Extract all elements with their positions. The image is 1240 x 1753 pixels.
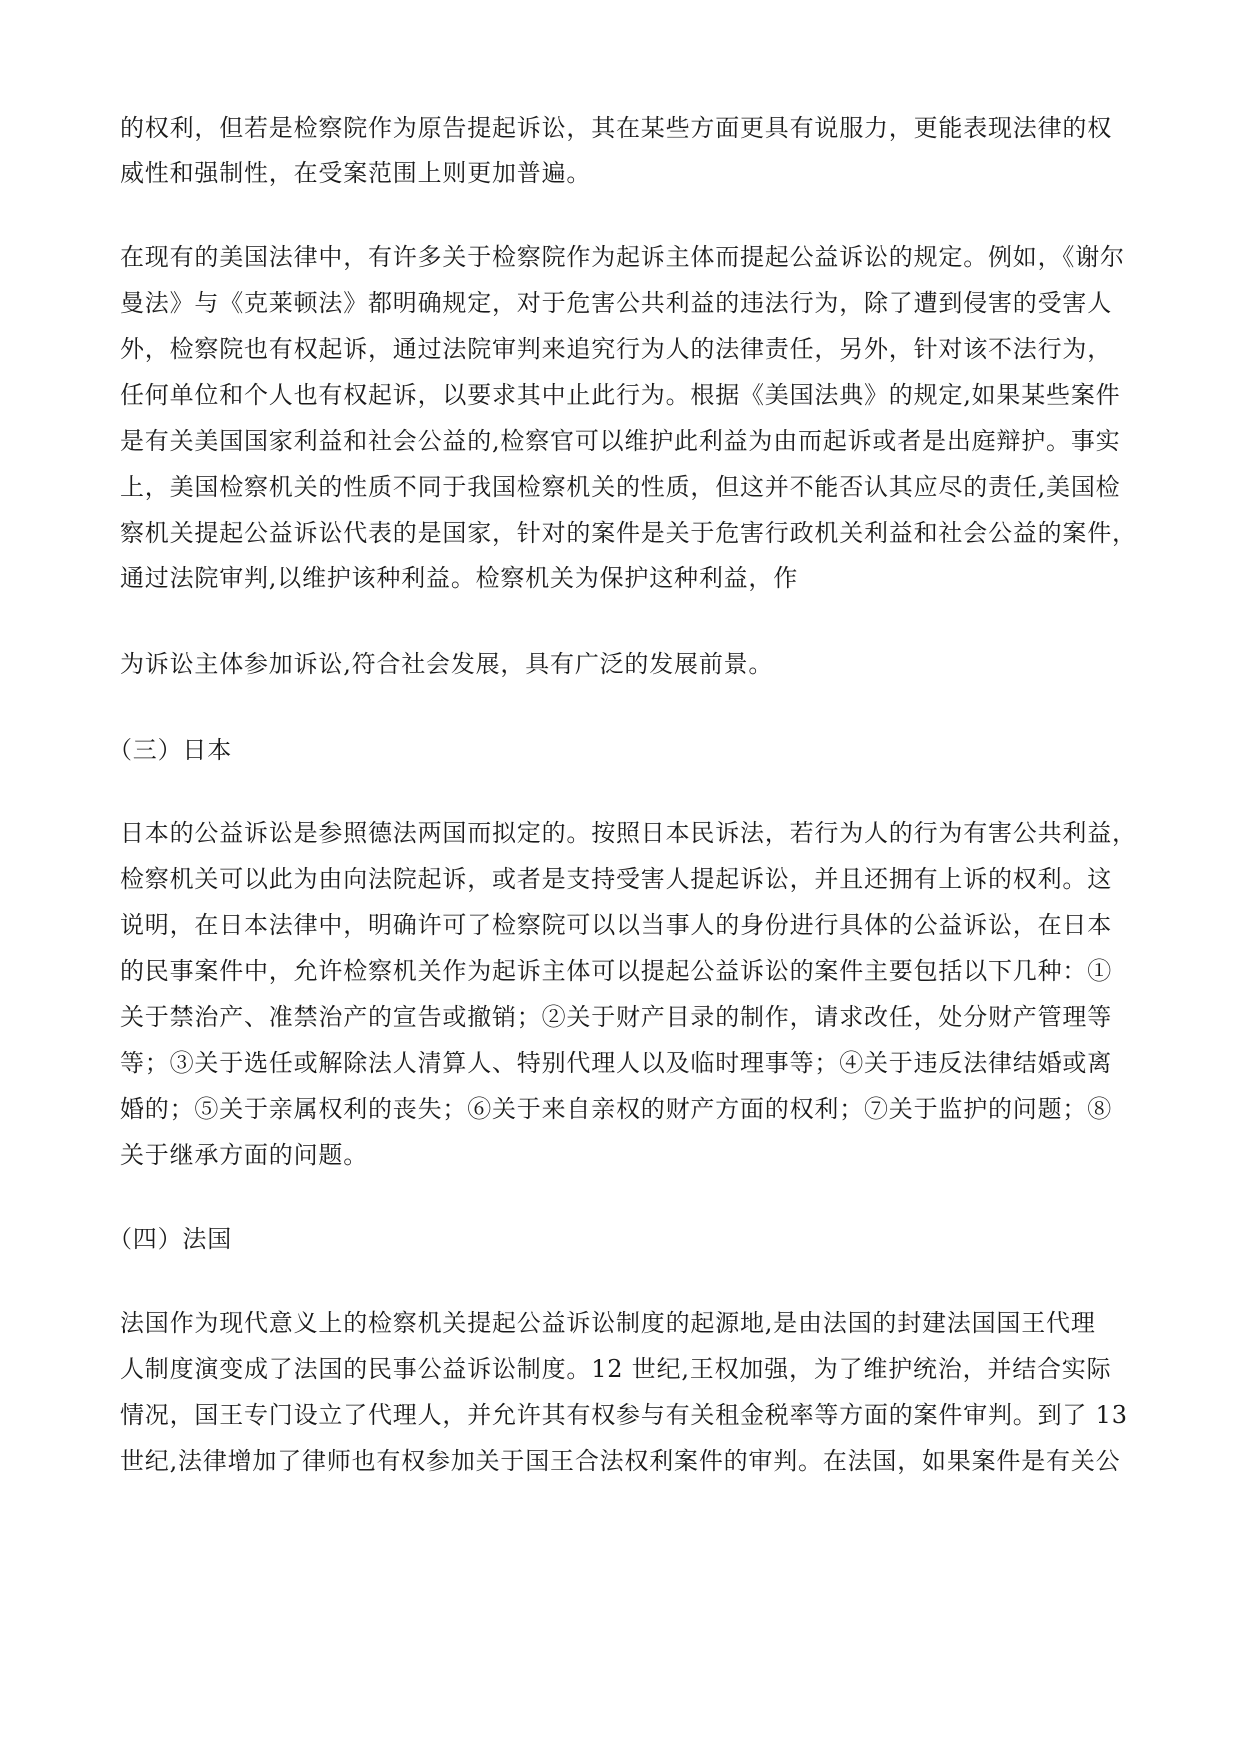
paragraph-2-line-6: 上，美国检察机关的性质不同于我国检察机关的性质，但这并不能否认其应尽的责任,美国检: [120, 473, 1121, 501]
paragraph-3-line-1: 为诉讼主体参加诉讼,符合社会发展，具有广泛的发展前景。: [120, 650, 774, 678]
paragraph-4-line-7: 婚的；⑤关于亲属权利的丧失；⑥关于来自亲权的财产方面的权利；⑦关于监护的问题；⑧: [120, 1095, 1112, 1123]
paragraph-5-line-1: 法国作为现代意义上的检察机关提起公益诉讼制度的起源地,是由法国的封建法国国王代理: [120, 1309, 1096, 1337]
paragraph-2-line-4: 任何单位和个人也有权起诉，以要求其中止此行为。根据《美国法典》的规定,如果某些案件: [120, 381, 1121, 409]
paragraph-4-line-5: 关于禁治产、准禁治产的宣告或撤销；②关于财产目录的制作，请求改任，处分财产管理等: [120, 1003, 1112, 1031]
section-heading-japan: （三）日本: [108, 736, 232, 764]
section-heading-france: （四）法国: [108, 1225, 232, 1253]
paragraph-2-line-7: 察机关提起公益诉讼代表的是国家，针对的案件是关于危害行政机关利益和社会公益的案件，: [120, 519, 1137, 547]
paragraph-4-line-6: 等；③关于选任或解除法人清算人、特别代理人以及临时理事等；④关于违反法律结婚或离: [120, 1049, 1112, 1077]
paragraph-4-line-2: 检察机关可以此为由向法院起诉，或者是支持受害人提起诉讼，并且还拥有上诉的权利。这: [120, 865, 1112, 893]
paragraph-4-line-4: 的民事案件中，允许检察机关作为起诉主体可以提起公益诉讼的案件主要包括以下几种：①: [120, 957, 1112, 985]
paragraph-1-line-1: 的权利，但若是检察院作为原告提起诉讼，其在某些方面更具有说服力，更能表现法律的权: [120, 114, 1112, 142]
paragraph-2-line-2: 曼法》与《克莱顿法》都明确规定，对于危害公共利益的违法行为，除了遭到侵害的受害人: [120, 289, 1112, 317]
paragraph-1-line-2: 威性和强制性，在受案范围上则更加普遍。: [120, 159, 592, 187]
paragraph-4-line-8: 关于继承方面的问题。: [120, 1141, 368, 1169]
paragraph-2-line-8: 通过法院审判,以维护该种利益。检察机关为保护这种利益，作: [120, 564, 799, 592]
paragraph-2-line-1: 在现有的美国法律中，有许多关于检察院作为起诉主体而提起公益诉讼的规定。例如，《谢尔: [120, 243, 1125, 271]
paragraph-4-line-1: 日本的公益诉讼是参照德法两国而拟定的。按照日本民诉法，若行为人的行为有害公共利益，: [120, 819, 1137, 847]
paragraph-2-line-3: 外，检察院也有权起诉，通过法院审判来追究行为人的法律责任，另外，针对该不法行为，: [120, 335, 1112, 363]
paragraph-5-line-2: 人制度演变成了法国的民事公益诉讼制度。12 世纪,王权加强，为了维护统治，并结合实际: [120, 1355, 1112, 1383]
paragraph-4-line-3: 说明，在日本法律中，明确许可了检察院可以以当事人的身份进行具体的公益诉讼，在日本: [120, 911, 1112, 939]
paragraph-2-line-5: 是有关美国国家利益和社会公益的,检察官可以维护此利益为由而起诉或者是出庭辩护。事实: [120, 427, 1121, 455]
paragraph-5-line-4: 世纪,法律增加了律师也有权参加关于国王合法权利案件的审判。在法国，如果案件是有关公: [120, 1447, 1121, 1475]
paragraph-5-line-3: 情况，国王专门设立了代理人，并允许其有权参与有关租金税率等方面的案件审判。到了 13: [120, 1401, 1128, 1429]
